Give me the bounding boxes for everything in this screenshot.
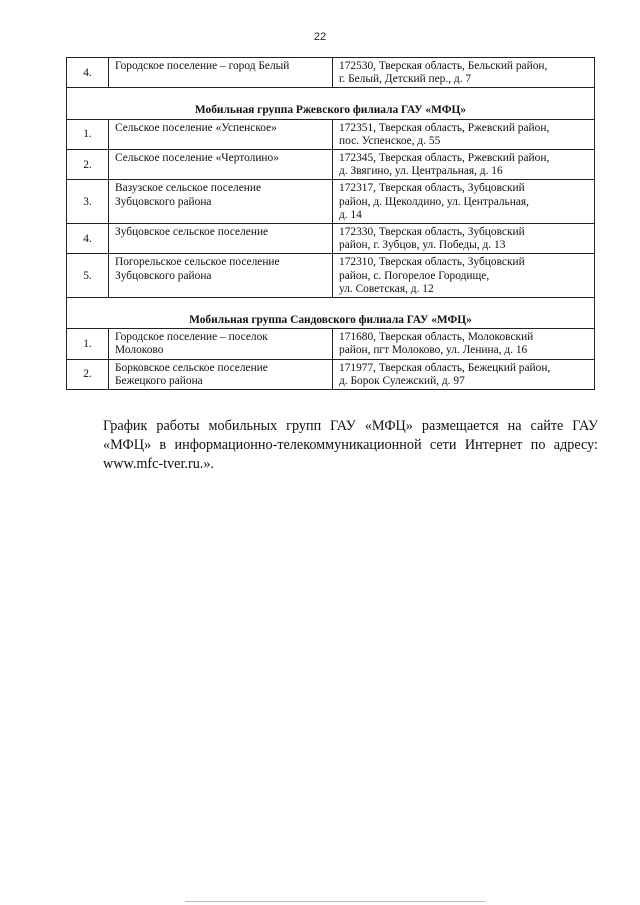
settlement-address	[333, 58, 595, 88]
address-line: 171977, Тверская область, Бежецкий район,	[339, 361, 551, 374]
address-line: 172317, Тверская область, Зубцовский	[339, 182, 525, 195]
table-row	[67, 150, 595, 180]
settlement-name-line: Зубцовского района	[115, 269, 212, 282]
address-line: ул. Советская, д. 12	[339, 282, 434, 295]
settlement-address	[333, 150, 595, 180]
table-row	[67, 359, 595, 389]
settlement-name	[109, 254, 333, 298]
table-row	[67, 329, 595, 359]
settlement-name-line: Зубцовского района	[115, 195, 212, 208]
settlement-name-line: Сельское поселение «Чертолино»	[115, 152, 279, 165]
group-title: Мобильная группа Сандовского филиала ГАУ «МФЦ»	[67, 298, 595, 329]
website-notice-paragraph: График работы мобильных групп ГАУ «МФЦ» размещается на сайте ГАУ «МФЦ» в информационно-телекоммуникационной сети Интернет по адресу: www.mfc-tver.ru.».	[103, 418, 598, 473]
table-row	[67, 254, 595, 298]
table-row	[67, 180, 595, 224]
settlement-name-line: Молоково	[115, 344, 164, 357]
address-line: 172345, Тверская область, Ржевский район,	[339, 152, 550, 165]
settlement-name-line: Вазузское сельское поселение	[115, 182, 262, 195]
row-number: 1.	[67, 119, 109, 149]
page-bottom-rule	[185, 901, 485, 902]
settlement-address	[333, 180, 595, 224]
settlement-address	[333, 359, 595, 389]
address-line: район, д. Щеколдино, ул. Центральная,	[339, 195, 529, 208]
address-line: 172351, Тверская область, Ржевский район,	[339, 121, 550, 134]
row-number: 4.	[67, 224, 109, 254]
settlement-name	[109, 329, 333, 359]
address-line: район, пгт Молоково, ул. Ленина, д. 16	[339, 344, 528, 357]
settlement-name-line: Бежецкого района	[115, 374, 203, 387]
settlement-name	[109, 359, 333, 389]
settlement-name	[109, 58, 333, 88]
settlement-address	[333, 254, 595, 298]
row-number: 2.	[67, 150, 109, 180]
table-row	[67, 58, 595, 88]
group-title: Мобильная группа Ржевского филиала ГАУ «МФЦ»	[67, 88, 595, 119]
row-number: 1.	[67, 329, 109, 359]
address-line: 172330, Тверская область, Зубцовский	[339, 226, 525, 239]
settlement-name-line: Городское поселение – город Белый	[115, 60, 290, 72]
settlement-name	[109, 119, 333, 149]
settlement-name	[109, 150, 333, 180]
settlement-name-line: Сельское поселение «Успенское»	[115, 121, 277, 134]
offices-table	[66, 57, 595, 390]
address-line: д. 14	[339, 208, 362, 221]
settlement-name	[109, 224, 333, 254]
table-row	[67, 224, 595, 254]
group-header-row	[67, 88, 595, 119]
address-line: д. Звягино, ул. Центральная, д. 16	[339, 165, 503, 178]
settlement-address	[333, 224, 595, 254]
address-line: пос. Успенское, д. 55	[339, 134, 441, 147]
settlement-name-line: Борковское сельское поселение	[115, 361, 268, 374]
row-number: 4.	[67, 58, 109, 88]
group-header-row	[67, 298, 595, 329]
table-row	[67, 119, 595, 149]
address-line: 172530, Тверская область, Бельский район,	[339, 60, 548, 72]
address-line: д. Борок Сулежский, д. 97	[339, 374, 465, 387]
settlement-name-line: Погорельское сельское поселение	[115, 256, 280, 269]
settlement-name-line: Городское поселение – поселок	[115, 331, 268, 344]
settlement-name	[109, 180, 333, 224]
address-line: г. Белый, Детский пер., д. 7	[339, 73, 472, 86]
settlement-address	[333, 329, 595, 359]
settlement-address	[333, 119, 595, 149]
address-line: район, с. Погорелое Городище,	[339, 269, 490, 282]
row-number: 3.	[67, 180, 109, 224]
page-number: 22	[313, 31, 327, 43]
settlement-name-line: Зубцовское сельское поселение	[115, 226, 269, 239]
address-line: 171680, Тверская область, Молоковский	[339, 331, 534, 344]
offices-table-body	[67, 58, 595, 390]
row-number: 2.	[67, 359, 109, 389]
address-line: 172310, Тверская область, Зубцовский	[339, 256, 525, 269]
row-number: 5.	[67, 254, 109, 298]
address-line: район, г. Зубцов, ул. Победы, д. 13	[339, 239, 506, 252]
